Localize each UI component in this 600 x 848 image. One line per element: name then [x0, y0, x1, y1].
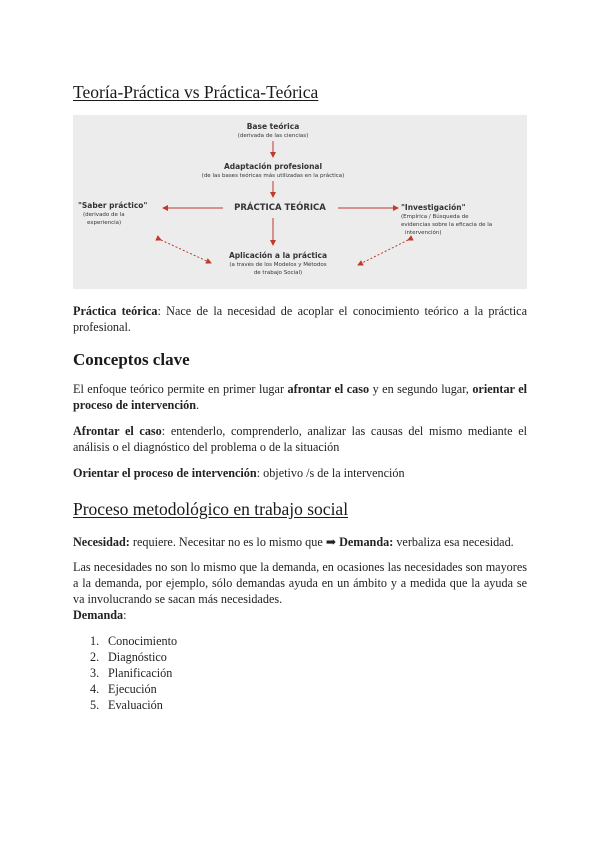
necesidad-label: Necesidad: [73, 535, 130, 549]
list-item [90, 665, 177, 681]
necesidad-paragraph [73, 534, 527, 550]
afrontar-text: : entenderlo, comprenderlo, analizar las causas del mismo mediante el análisis o el diagnóstico del problema o de la situación [73, 424, 527, 454]
saber-sub1: (derivado de la [83, 212, 125, 218]
aplic-title: Aplicación a la práctica [228, 251, 328, 260]
necesidades-paragraph: Las necesidades no son lo mismo que la demanda, en ocasiones las necesidades son mayores a la demanda, por ejemplo, sólo demandas ayuda en un ámbito y a medida que la ayuda se va involucrando se sacan más necesidades. [73, 560, 527, 606]
demanda-inline-label: Demanda: [336, 535, 394, 549]
p1-text-c: y en segundo lugar, [369, 382, 473, 396]
theory-practice-diagram [73, 115, 527, 289]
list-item-number: 2. [90, 650, 100, 664]
section-title-teoria-practica: Teoría-Práctica vs Práctica-Teórica [73, 82, 319, 102]
adapt-sub: (de las bases teóricas más utilizadas en la práctica) [201, 173, 345, 179]
section-title-proceso: Proceso metodológico en trabajo social [73, 499, 349, 519]
demanda-colon: : [123, 608, 127, 622]
practica-teorica-text: : Nace de la necesidad de acoplar el conocimiento teórico a la práctica profesional. [73, 304, 527, 334]
list-item-number: 5. [90, 698, 100, 712]
demanda-heading [73, 607, 527, 623]
section-title-conceptos: Conceptos clave [73, 350, 190, 369]
p1-afrontar: afrontar el caso [287, 382, 370, 396]
arrow-saber-aplic [161, 240, 211, 263]
necesidad-text: requiere. Necesitar no es lo mismo que [129, 535, 326, 549]
list-item-number: 1. [90, 634, 100, 648]
adapt-title: Adaptación profesional [223, 162, 323, 171]
arrow-invest-aplic [358, 240, 408, 265]
afrontar-label: Afrontar el caso [73, 424, 162, 438]
invest-sub2: evidencias sobre la eficacia de la [401, 222, 493, 228]
list-item-label: Evaluación [108, 698, 163, 712]
conceptos-paragraph-2 [73, 423, 527, 455]
demanda-inline-text: verbaliza esa necesidad. [393, 535, 514, 549]
invest-sub1: (Empírica / Búsqueda de [401, 214, 469, 220]
saber-title: "Saber práctico" [78, 201, 148, 210]
p1-text-a: El enfoque teórico permite en primer lugar [73, 382, 288, 396]
diagram-svg [73, 115, 527, 289]
steps-list [90, 633, 177, 713]
conceptos-paragraph-1 [73, 381, 527, 413]
practica-teorica-paragraph [73, 303, 527, 335]
list-item [90, 697, 177, 713]
conceptos-paragraph-3 [73, 465, 527, 481]
list-item-number: 3. [90, 666, 100, 680]
list-item-label: Diagnóstico [108, 650, 167, 664]
list-item-label: Planificación [108, 666, 173, 680]
invest-sub3: intervención) [405, 230, 442, 236]
orientar-label: Orientar el proceso de intervención [73, 466, 257, 480]
aplic-sub1: (a través de los Modelos y Métodos [229, 262, 327, 268]
center-title: PRÁCTICA TEÓRICA [234, 203, 326, 213]
list-item-label: Conocimiento [108, 634, 178, 648]
p1-orientar: orientar el proceso de intervención [73, 382, 527, 412]
orientar-text: : objetivo /s de la intervención [256, 466, 405, 480]
list-item-label: Ejecución [108, 682, 157, 696]
list-item [90, 649, 177, 665]
demanda-label: Demanda [73, 608, 124, 622]
invest-title: "Investigación" [401, 203, 466, 212]
practica-teorica-label: Práctica teórica [73, 304, 158, 318]
right-arrow-icon: ➡ [325, 535, 337, 549]
p1-text-e: . [196, 398, 200, 412]
list-item [90, 633, 177, 649]
base-sub: (derivada de las ciencias) [237, 133, 309, 139]
list-item [90, 681, 177, 697]
aplic-sub2: de trabajo Social) [253, 270, 303, 276]
list-item-number: 4. [90, 682, 100, 696]
saber-sub2: experiencia) [87, 220, 122, 226]
base-title: Base teórica [246, 122, 300, 131]
